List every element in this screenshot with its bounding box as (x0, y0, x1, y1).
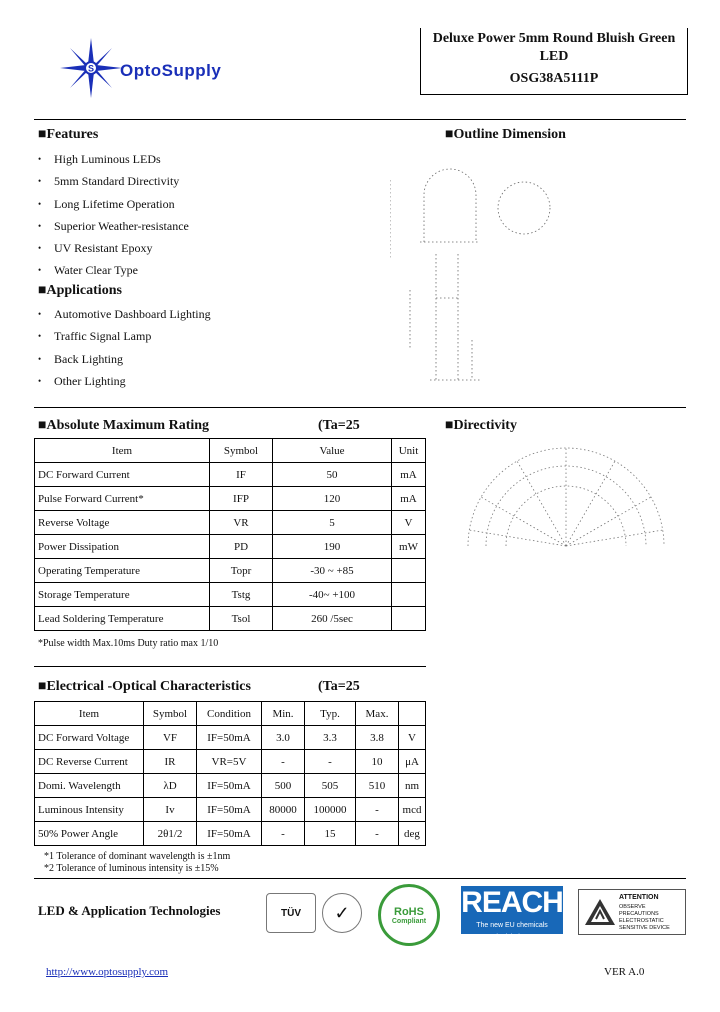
abs-max-note: *Pulse width Max.10ms Duty ratio max 1/10 (38, 638, 219, 649)
table-header-cell: Value (273, 439, 392, 463)
section-divider (34, 407, 686, 408)
table-row (35, 798, 426, 822)
esd-title: ATTENTION (619, 894, 659, 901)
table-cell: Topr (210, 559, 273, 583)
table-cell: IFP (210, 487, 273, 511)
table-cell: 120 (273, 487, 392, 511)
table-header-cell (399, 702, 426, 726)
table-cell: 190 (273, 535, 392, 559)
table-cell: 260 /5sec (273, 607, 392, 631)
table-cell: 50% Power Angle (35, 822, 144, 846)
list-item: • High Luminous LEDs (38, 148, 189, 170)
table-cell: 100000 (305, 798, 356, 822)
header-divider (34, 119, 686, 120)
esd-text: OBSERVE PRECAUTIONS ELECTROSTATIC SENSITIVE DEVICE (619, 904, 670, 931)
reach-label: REACH (461, 886, 563, 919)
eo-condition: (Ta=25 (318, 679, 360, 694)
table-header-row (35, 702, 426, 726)
reach-sublabel: The new EU chemicals legislation (476, 922, 548, 941)
table-header-cell: Symbol (144, 702, 197, 726)
table-row (35, 607, 426, 631)
table-cell: mA (392, 487, 426, 511)
list-item: • Water Clear Type (38, 259, 189, 281)
title-box (420, 28, 688, 95)
table-cell: IR (144, 750, 197, 774)
directivity-heading: ■Directivity (445, 418, 517, 433)
eo-table (34, 701, 426, 846)
table-header-cell: Typ. (305, 702, 356, 726)
table-cell: 10 (356, 750, 399, 774)
list-item: • Automotive Dashboard Lighting (38, 303, 211, 325)
table-cell: Domi. Wavelength (35, 774, 144, 798)
list-item: • Superior Weather-resistance (38, 215, 189, 237)
esd-warning-badge (578, 889, 686, 935)
list-item: • Long Lifetime Operation (38, 193, 189, 215)
abs-max-heading: ■Absolute Maximum Rating (38, 418, 210, 433)
table-row (35, 559, 426, 583)
section-square-icon: ■ (38, 283, 47, 298)
part-number: OSG38A5111P (509, 71, 599, 86)
table-cell: deg (399, 822, 426, 846)
list-item: • 5mm Standard Directivity (38, 170, 189, 192)
tuv-badge (266, 893, 316, 933)
table-cell (392, 607, 426, 631)
table-cell: V (392, 511, 426, 535)
table-header-cell: Condition (197, 702, 262, 726)
eo-heading: ■Electrical -Optical Characteristics (38, 679, 251, 694)
table-cell: 3.3 (305, 726, 356, 750)
table-header-row (35, 439, 426, 463)
table-cell: mA (392, 463, 426, 487)
section-square-icon: ■ (38, 418, 47, 433)
table-header-cell: Symbol (210, 439, 273, 463)
title-line1: Deluxe Power 5mm Round Bluish Green (432, 31, 676, 46)
section-square-icon: ■ (38, 679, 47, 694)
website-link[interactable]: http://www.optosupply.com (46, 966, 169, 978)
table-cell: - (305, 750, 356, 774)
table-cell: 510 (356, 774, 399, 798)
table-row (35, 822, 426, 846)
table-cell: nm (399, 774, 426, 798)
section-square-icon: ■ (445, 127, 454, 142)
company-tagline: LED & Application Technologies (38, 903, 221, 918)
table-header-cell: Unit (392, 439, 426, 463)
table-cell: Storage Temperature (35, 583, 210, 607)
table-cell: IF=50mA (197, 798, 262, 822)
table-row (35, 535, 426, 559)
table-cell: 2θ1/2 (144, 822, 197, 846)
table-cell: VF (144, 726, 197, 750)
table-header-cell: Max. (356, 702, 399, 726)
applications-list (38, 303, 211, 392)
table-cell: DC Forward Current (35, 463, 210, 487)
section-square-icon: ■ (445, 418, 454, 433)
table-cell: Pulse Forward Current* (35, 487, 210, 511)
table-header-cell: Min. (262, 702, 305, 726)
abs-max-condition: (Ta=25 (318, 418, 360, 433)
table-row (35, 487, 426, 511)
eo-note-1: *1 Tolerance of dominant wavelength is ±1nm (44, 851, 231, 862)
table-cell: mcd (399, 798, 426, 822)
table-cell: -40~ +100 (273, 583, 392, 607)
list-item: • Other Lighting (38, 370, 211, 392)
eo-note-2: *2 Tolerance of luminous intensity is ±15% (44, 863, 219, 874)
quality-badge (322, 893, 362, 933)
table-row (35, 583, 426, 607)
table-cell: Power Dissipation (35, 535, 210, 559)
applications-heading: ■Applications (38, 283, 122, 298)
table-cell: - (262, 822, 305, 846)
table-cell: IF=50mA (197, 726, 262, 750)
outline-heading: ■Outline Dimension (445, 127, 566, 142)
table-cell: IF (210, 463, 273, 487)
table-cell: DC Reverse Current (35, 750, 144, 774)
table-header-cell: Item (35, 702, 144, 726)
table-cell: Luminous Intensity (35, 798, 144, 822)
table-cell: - (356, 798, 399, 822)
table-cell: 500 (262, 774, 305, 798)
table-cell: 15 (305, 822, 356, 846)
list-item: • Back Lighting (38, 348, 211, 370)
table-cell: IF=50mA (197, 774, 262, 798)
table-cell: - (356, 822, 399, 846)
brand-logo (56, 36, 276, 100)
brand-name: OptoSupply (120, 61, 222, 80)
table-cell: 3.0 (262, 726, 305, 750)
table-cell: - (262, 750, 305, 774)
table-cell: 80000 (262, 798, 305, 822)
footer-divider (34, 878, 686, 879)
table-cell: Operating Temperature (35, 559, 210, 583)
table-cell: 3.8 (356, 726, 399, 750)
starburst-logo-icon (56, 36, 126, 100)
table-row (35, 726, 426, 750)
features-heading: ■Features (38, 127, 99, 142)
table-cell: Reverse Voltage (35, 511, 210, 535)
rohs-sublabel: Compliant (391, 917, 427, 925)
table-row (35, 511, 426, 535)
table-cell: 505 (305, 774, 356, 798)
outline-drawing (390, 150, 560, 390)
esd-hazard-icon (583, 897, 617, 927)
check-icon: ✓ (334, 902, 350, 923)
rohs-badge (378, 884, 440, 946)
table-cell: λD (144, 774, 197, 798)
svg-text:S: S (87, 63, 95, 74)
section-square-icon: ■ (38, 127, 47, 142)
table-header-cell: Item (35, 439, 210, 463)
rohs-label: RoHS (394, 905, 424, 918)
table-cell: Tstg (210, 583, 273, 607)
tuv-label: TÜV (281, 907, 301, 919)
table-cell (392, 559, 426, 583)
table-cell: μA (399, 750, 426, 774)
table-cell: VR (210, 511, 273, 535)
table-cell: 5 (273, 511, 392, 535)
table-cell: mW (392, 535, 426, 559)
table-cell: Iv (144, 798, 197, 822)
table-row (35, 750, 426, 774)
table-cell: Tsol (210, 607, 273, 631)
table-cell: 50 (273, 463, 392, 487)
abs-max-table (34, 438, 426, 631)
table-cell: IF=50mA (197, 822, 262, 846)
list-item: • Traffic Signal Lamp (38, 325, 211, 347)
reach-badge (461, 886, 563, 941)
section-divider (34, 666, 426, 667)
features-list (38, 148, 189, 282)
table-cell (392, 583, 426, 607)
table-row (35, 774, 426, 798)
directivity-diagram (466, 440, 666, 550)
table-cell: DC Forward Voltage (35, 726, 144, 750)
table-row (35, 463, 426, 487)
table-cell: V (399, 726, 426, 750)
list-item: • UV Resistant Epoxy (38, 237, 189, 259)
version-label: VER A.0 (604, 966, 645, 978)
table-cell: Lead Soldering Temperature (35, 607, 210, 631)
table-cell: -30 ~ +85 (273, 559, 392, 583)
title-line2: LED (539, 49, 569, 64)
table-cell: PD (210, 535, 273, 559)
table-cell: VR=5V (197, 750, 262, 774)
